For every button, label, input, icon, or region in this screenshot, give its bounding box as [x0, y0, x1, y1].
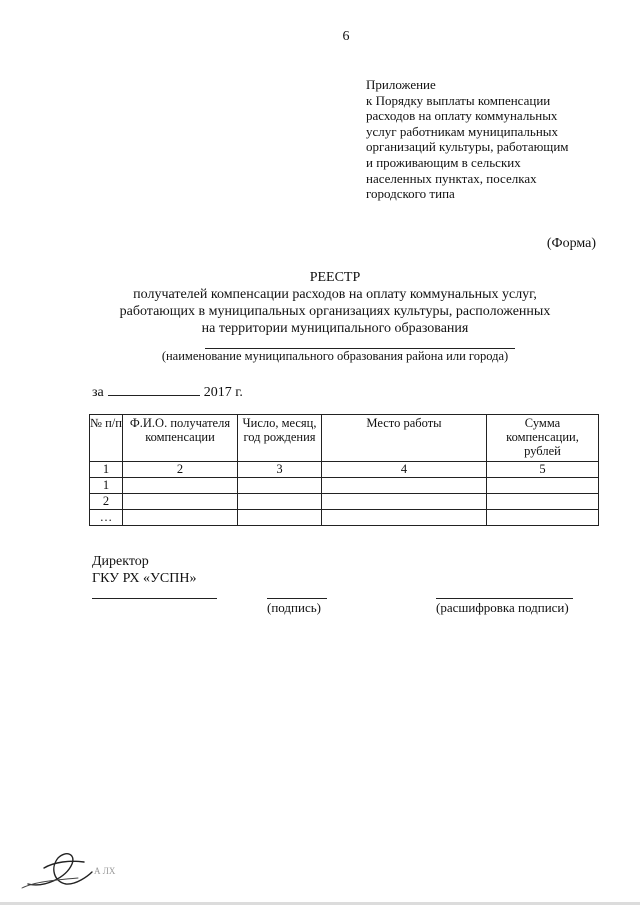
- column-number: 2: [123, 462, 238, 478]
- table-cell[interactable]: [238, 494, 322, 510]
- signature-decoding-field[interactable]: [436, 598, 573, 599]
- table-cell[interactable]: [487, 510, 599, 526]
- signatory-position: Директор: [92, 554, 149, 569]
- header-compensation-amount: Сумма компенсации, рублей: [487, 415, 599, 462]
- column-number: 1: [90, 462, 123, 478]
- document-title: [40, 269, 630, 337]
- column-number: 3: [238, 462, 322, 478]
- appendix-line: Приложение: [366, 77, 436, 92]
- table-cell[interactable]: [487, 478, 599, 494]
- table-cell[interactable]: [238, 478, 322, 494]
- signature-caption: (подпись): [267, 600, 321, 615]
- appendix-line: городского типа: [366, 186, 455, 202]
- row-number: …: [90, 510, 123, 526]
- period-line: [92, 383, 243, 401]
- table-cell[interactable]: [123, 478, 238, 494]
- table-row: [90, 478, 599, 494]
- table-row: [90, 510, 599, 526]
- column-number: 5: [487, 462, 599, 478]
- table-cell[interactable]: [123, 510, 238, 526]
- decoding-caption: (расшифровка подписи): [436, 600, 569, 615]
- registry-table: [89, 414, 599, 526]
- corner-mark-text: А ЛХ: [94, 866, 116, 876]
- row-number: 2: [90, 494, 123, 510]
- table-row: [90, 494, 599, 510]
- signatory-block: [92, 553, 196, 587]
- appendix-line: к Порядку выплаты компенсации: [366, 92, 551, 108]
- title-line: получателей компенсации расходов на оплату коммунальных услуг,: [133, 287, 537, 302]
- title-line: на территории муниципального образования: [201, 321, 469, 336]
- director-name-field[interactable]: [92, 598, 217, 599]
- table-cell[interactable]: [123, 494, 238, 510]
- appendix-line: и проживающим в сельских: [366, 154, 521, 170]
- appendix-line: населенных пунктах, поселках: [366, 170, 537, 186]
- header-number: № п/п: [90, 415, 123, 462]
- appendix-line: расходов на оплату коммунальных: [366, 108, 558, 124]
- header-birth-date: Число, месяц, год рождения: [238, 415, 322, 462]
- form-note: (Форма): [546, 236, 596, 251]
- row-number: 1: [90, 478, 123, 494]
- title-heading: РЕЕСТР: [309, 270, 361, 285]
- signature-field[interactable]: [267, 598, 327, 599]
- municipality-caption: (наименование муниципального образования района или города): [161, 349, 509, 363]
- table-header-row: [90, 415, 599, 462]
- appendix-line: услуг работникам муниципальных: [366, 123, 559, 139]
- signatory-organization: ГКУ РХ «УСПН»: [92, 571, 197, 586]
- table-cell[interactable]: [487, 494, 599, 510]
- period-prefix: за: [92, 385, 104, 400]
- page-number: 6: [342, 29, 350, 44]
- header-workplace: Место работы: [322, 415, 487, 462]
- period-year: 2017 г.: [203, 385, 243, 400]
- period-blank-field[interactable]: [108, 383, 200, 396]
- table-cell[interactable]: [322, 510, 487, 526]
- appendix-line: организаций культуры, работающим: [366, 139, 569, 155]
- header-full-name: Ф.И.О. получателя компенсации: [123, 415, 238, 462]
- appendix-note: [366, 77, 636, 202]
- table-cell[interactable]: [322, 494, 487, 510]
- title-line: работающих в муниципальных организациях культуры, расположенных: [119, 304, 551, 319]
- table-cell[interactable]: [322, 478, 487, 494]
- column-number-row: [90, 462, 599, 478]
- table-cell[interactable]: [238, 510, 322, 526]
- column-number: 4: [322, 462, 487, 478]
- handwritten-signature-mark: [14, 838, 124, 893]
